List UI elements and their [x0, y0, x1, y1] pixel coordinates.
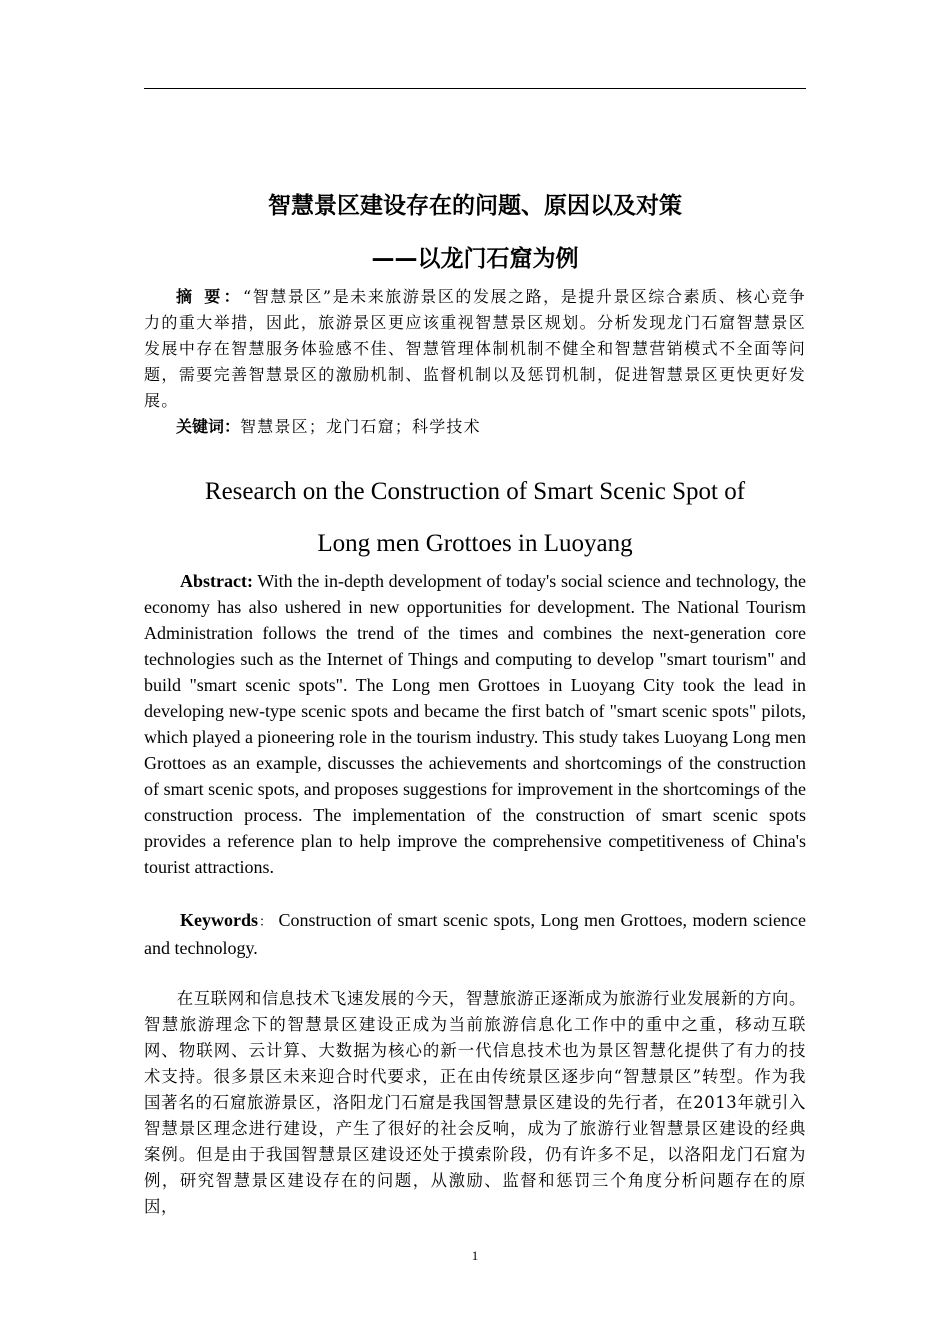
chinese-keywords: [144, 414, 806, 440]
english-keywords-label: Keywords: [180, 910, 258, 930]
header-rule: [144, 88, 806, 89]
english-title: [144, 466, 806, 570]
chinese-keywords-text: 智慧景区；龙门石窟；科学技术: [240, 417, 481, 436]
english-keywords-text: Construction of smart scenic spots, Long men Grottoes, modern science and technology.: [144, 910, 807, 958]
english-abstract-text: With the in-depth development of today's social science and technology, the economy has also ushered in new opportunities for development. The National Tourism Administration follows the trend of the times and combines the next-generation core technologies such as the Internet of Things and computing to develop "smart tourism" and build "smart scenic spots". The Long men Grottoes in Luoyang City took the lead in developing new-type scenic spots and became the first batch of "smart scenic spots" pilots, which played a pioneering role in the tourism industry. This study takes Luoyang Long men Grottoes as an example, discusses the achievements and shortcomings of the construction of smart scenic spots, and proposes suggestions for improvement in the shortcomings of the construction process. The implementation of the construction of smart scenic spots provides a reference plan to help improve the comprehensive competitiveness of China's tourist attractions.: [144, 571, 806, 877]
english-title-line-2: Long men Grottoes in Luoyang: [317, 530, 633, 557]
english-keywords: [144, 907, 806, 961]
english-title-line-1: Research on the Construction of Smart Scenic Spot of: [204, 478, 746, 505]
chinese-abstract-text: “智慧景区”是未来旅游景区的发展之路，是提升景区综合素质、核心竞争力的重大举措，因此，旅游景区更应该重视智慧景区规划。分析发现龙门石窟智慧景区发展中存在智慧服务体验感不佳、智慧管理体制机制不健全和智慧营销模式不全面等问题，需要完善智慧景区的激励机制、监督机制以及惩罚机制，促进智慧景区更快更好发展。: [144, 287, 806, 410]
chinese-keywords-label: 关键词：: [176, 417, 241, 436]
chinese-abstract: [144, 284, 806, 414]
english-abstract-label: Abstract:: [180, 571, 253, 591]
chinese-subtitle: ——以龙门石窟为例: [371, 246, 579, 272]
page-number: 1: [471, 1248, 479, 1263]
english-keywords-separator: ：: [258, 914, 274, 929]
body-paragraph: 在互联网和信息技术飞速发展的今天，智慧旅游正逐渐成为旅游行业发展新的方向。智慧旅游理念下的智慧景区建设正成为当前旅游信息化工作中的重中之重，移动互联网、物联网、云计算、大数据为核心的新一代信息技术也为景区智慧化提供了有力的技术支持。很多景区未来迎合时代要求，正在由传统景区逐步向“智慧景区”转型。作为我国著名的石窟旅游景区，洛阳龙门石窟是我国智慧景区建设的先行者，在2013年就引入智慧景区理念进行建设，产生了很好的社会反响，成为了旅游行业智慧景区建设的经典案例。但是由于我国智慧景区建设还处于摸索阶段，仍有许多不足，以洛阳龙门石窟为例，研究智慧景区建设存在的问题，从激励、监督和惩罚三个角度分析问题存在的原因，: [144, 989, 806, 1216]
chinese-abstract-label: 摘 要：: [176, 287, 243, 306]
chinese-title: 智慧景区建设存在的问题、原因以及对策: [268, 193, 682, 219]
english-abstract: [144, 568, 806, 880]
